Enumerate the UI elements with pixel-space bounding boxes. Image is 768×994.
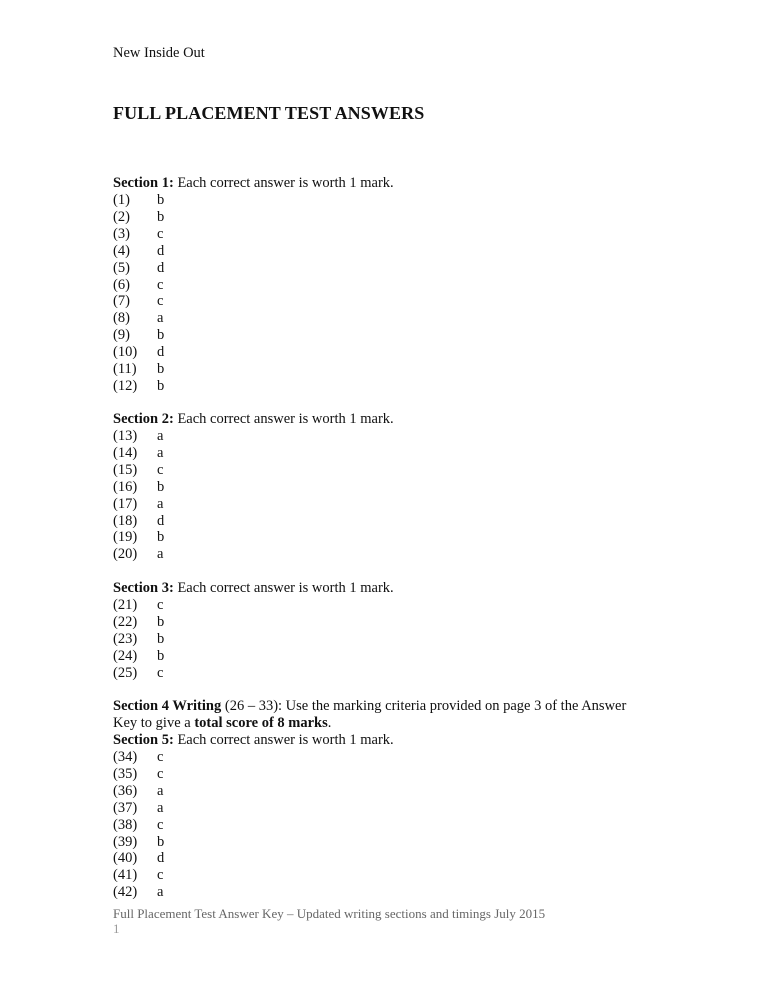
answer-letter: d [157, 850, 165, 867]
answer-letter: d [157, 344, 165, 361]
section-1-heading: Section 1: Each correct answer is worth 1 mark. [113, 175, 394, 191]
answer-letter: b [157, 192, 165, 208]
question-number: (35) [113, 765, 138, 782]
question-number: (34) [113, 749, 138, 765]
question-number: (25) [113, 664, 138, 681]
section-label: Section 5: [113, 732, 174, 748]
answer-row [113, 428, 163, 445]
question-number: (7) [113, 293, 130, 310]
running-header: New Inside Out [113, 45, 205, 61]
answer-row [113, 884, 163, 901]
answer-row [113, 293, 163, 310]
section-3-heading: Section 3: Each correct answer is worth 1 mark. [113, 580, 394, 596]
answer-row [113, 344, 164, 361]
answer-letter: b [157, 377, 165, 394]
answer-letter: c [157, 816, 164, 833]
answer-row [113, 226, 163, 243]
answer-letter: b [157, 529, 165, 546]
answer-row [113, 243, 164, 260]
page-number: 1 [113, 921, 120, 936]
question-number: (21) [113, 597, 138, 613]
answer-row [113, 277, 163, 294]
question-number: (3) [113, 225, 130, 242]
answer-letter: b [157, 208, 165, 225]
answer-row [113, 749, 163, 766]
answer-row [113, 850, 164, 867]
question-number: (2) [113, 208, 130, 225]
question-number: (15) [113, 461, 138, 478]
question-number: (4) [113, 242, 130, 259]
answer-letter: c [157, 276, 164, 293]
answer-row [113, 378, 164, 395]
answer-row [113, 513, 164, 530]
answer-row [113, 445, 163, 462]
answer-row [113, 327, 164, 344]
answer-letter: b [157, 833, 165, 850]
question-number: (12) [113, 377, 138, 394]
page-title: FULL PLACEMENT TEST ANSWERS [113, 103, 425, 123]
answer-letter: a [157, 546, 164, 563]
question-number: (9) [113, 327, 130, 344]
answer-row [113, 209, 164, 226]
section-label: Section 3: [113, 580, 174, 596]
section-4-continued: Key to give a total score of 8 marks. [113, 715, 332, 731]
answer-row [113, 496, 163, 513]
answer-row [113, 192, 164, 209]
question-number: (39) [113, 833, 138, 850]
section-2-heading: Section 2: Each correct answer is worth 1 mark. [113, 411, 394, 427]
question-number: (1) [113, 192, 130, 208]
question-number: (36) [113, 782, 138, 799]
section-label: Section 1: [113, 175, 174, 191]
section-5-heading: Section 5: Each correct answer is worth 1 mark. [113, 732, 394, 748]
answer-letter: c [157, 765, 164, 782]
question-number: (38) [113, 816, 138, 833]
answer-row [113, 817, 163, 834]
question-number: (16) [113, 478, 138, 495]
question-number: (19) [113, 529, 138, 546]
answer-row [113, 361, 164, 378]
answer-row [113, 648, 164, 665]
question-number: (18) [113, 512, 138, 529]
answer-letter: a [157, 310, 164, 327]
answer-row [113, 546, 163, 563]
answer-letter: d [157, 242, 165, 259]
answer-row [113, 665, 163, 682]
page-footer: Full Placement Test Answer Key – Updated writing sections and timings July 2015 [113, 906, 546, 921]
question-number: (37) [113, 799, 138, 816]
answer-row [113, 462, 163, 479]
answer-letter: a [157, 428, 164, 444]
answer-letter: b [157, 361, 165, 377]
answer-row [113, 310, 163, 327]
answer-letter: c [157, 225, 164, 242]
question-number: (11) [113, 361, 137, 377]
question-number: (24) [113, 647, 138, 664]
answer-row [113, 597, 163, 614]
answer-row [113, 766, 163, 783]
answer-letter: b [157, 630, 165, 647]
question-number: (23) [113, 630, 138, 647]
answer-row [113, 260, 164, 277]
answer-row [113, 834, 164, 851]
answer-letter: d [157, 512, 165, 529]
question-number: (22) [113, 613, 138, 630]
answer-letter: a [157, 444, 164, 461]
question-number: (14) [113, 444, 138, 461]
answer-letter: c [157, 461, 164, 478]
answer-letter: c [157, 867, 164, 884]
answer-letter: a [157, 799, 164, 816]
question-number: (41) [113, 867, 138, 884]
section-4-heading: Section 4 Writing (26 – 33): Use the marking criteria provided on page 3 of the Answer [113, 698, 627, 714]
answer-row [113, 614, 164, 631]
answer-letter: b [157, 478, 165, 495]
answer-row [113, 631, 164, 648]
question-number: (17) [113, 495, 138, 512]
question-number: (20) [113, 546, 138, 563]
answer-letter: b [157, 327, 165, 344]
section-label: Section 2: [113, 411, 174, 427]
question-number: (40) [113, 850, 138, 867]
question-number: (10) [113, 344, 138, 361]
answer-row [113, 867, 163, 884]
answer-letter: a [157, 782, 164, 799]
answer-row [113, 800, 163, 817]
question-number: (42) [113, 884, 138, 901]
question-number: (13) [113, 428, 138, 444]
question-number: (6) [113, 276, 130, 293]
answer-row [113, 783, 163, 800]
answer-letter: a [157, 884, 164, 901]
answer-letter: d [157, 259, 165, 276]
answer-letter: c [157, 664, 164, 681]
question-number: (5) [113, 259, 130, 276]
answer-letter: c [157, 749, 164, 765]
answer-letter: a [157, 495, 164, 512]
answer-row [113, 529, 164, 546]
question-number: (8) [113, 310, 130, 327]
answer-row [113, 479, 164, 496]
answer-letter: c [157, 293, 164, 310]
answer-letter: c [157, 597, 164, 613]
section-label: Section 4 Writing [113, 698, 222, 714]
answer-letter: b [157, 613, 165, 630]
answer-letter: b [157, 647, 165, 664]
